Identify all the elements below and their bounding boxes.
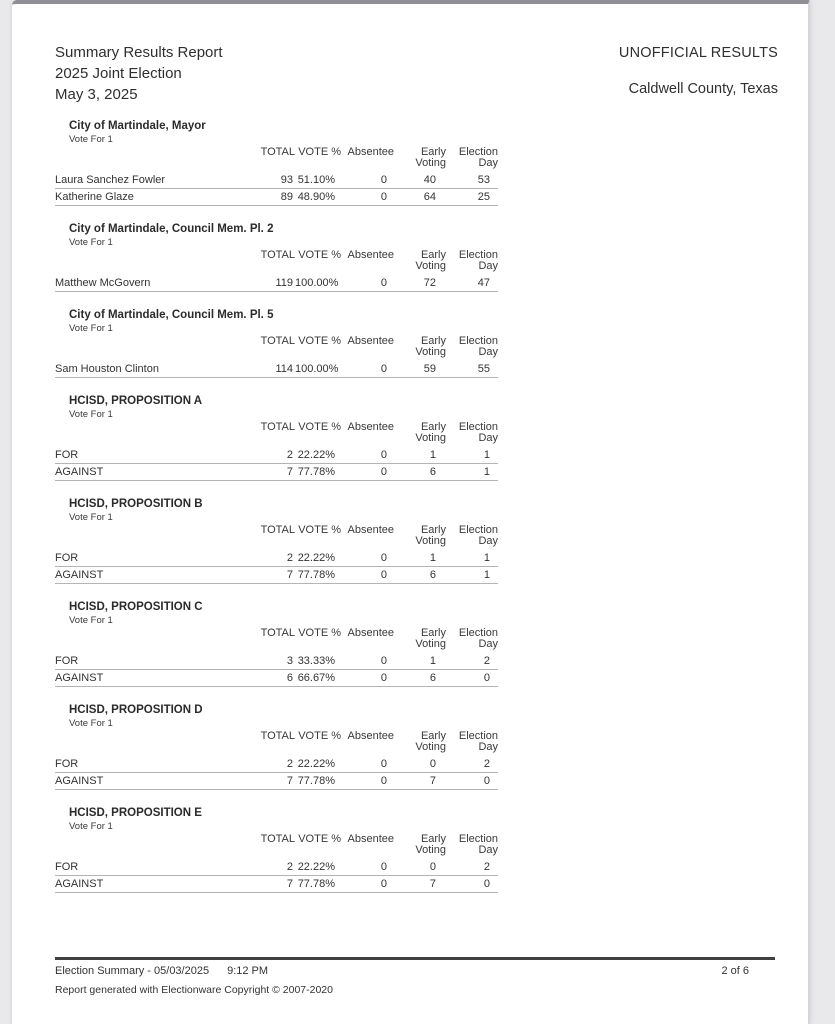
- table-header-row: [55, 422, 498, 447]
- vote-pct-cell: 51.10%: [295, 172, 341, 189]
- col-header-election-day: [446, 525, 498, 550]
- early-voting-cell: 59: [394, 361, 446, 378]
- contest-title: City of Martindale, Council Mem. Pl. 5: [69, 309, 274, 321]
- absentee-cell: 0: [341, 773, 394, 790]
- table-header-row: [55, 250, 498, 275]
- contest-title: City of Martindale, Council Mem. Pl. 2: [69, 223, 274, 235]
- col-header-election-day: [446, 731, 498, 756]
- col-header-blank: [55, 250, 245, 275]
- candidate-name-cell: AGAINST: [55, 876, 245, 893]
- candidate-name-cell: Matthew McGovern: [55, 275, 245, 292]
- contest-title: HCISD, PROPOSITION D: [69, 704, 203, 716]
- footer-row: [55, 965, 775, 977]
- table-row: [55, 172, 498, 189]
- col-header-early-voting: [394, 525, 446, 550]
- table-row: [55, 756, 498, 773]
- col-header-election-day: [446, 628, 498, 653]
- results-table-body: [55, 361, 498, 378]
- total-cell: 7: [245, 876, 295, 893]
- contest-section: [55, 309, 501, 378]
- col-header-total: TOTAL: [260, 627, 295, 639]
- vote-pct-cell: 33.33%: [295, 653, 341, 670]
- table-header-row: [55, 834, 498, 859]
- absentee-cell: 0: [341, 447, 394, 464]
- col-header-vote-pct: VOTE %: [298, 146, 341, 158]
- early-voting-cell: 72: [394, 275, 446, 292]
- election-day-label-line1: Election: [458, 524, 498, 536]
- election-day-cell: 2: [446, 756, 498, 773]
- early-voting-cell: 1: [394, 550, 446, 567]
- election-day-label-line1: Election: [458, 335, 498, 347]
- election-date: May 3, 2025: [55, 86, 138, 103]
- col-header-election-day: [446, 422, 498, 447]
- candidate-name-cell: AGAINST: [55, 464, 245, 481]
- results-table: [55, 147, 498, 206]
- contest-vote-for: Vote For 1: [69, 718, 113, 729]
- absentee-cell: 0: [341, 653, 394, 670]
- table-row: [55, 361, 498, 378]
- candidate-name-cell: AGAINST: [55, 670, 245, 687]
- table-row: [55, 773, 498, 790]
- footer-time: 9:12 PM: [227, 965, 269, 977]
- table-header-row: [55, 336, 498, 361]
- col-header-total: TOTAL: [260, 524, 295, 536]
- early-voting-cell: 40: [394, 172, 446, 189]
- col-header-early-voting: [394, 147, 446, 172]
- absentee-cell: 0: [341, 567, 394, 584]
- early-voting-cell: 7: [394, 876, 446, 893]
- election-day-cell: 1: [446, 464, 498, 481]
- election-day-cell: 1: [446, 447, 498, 464]
- total-cell: 93: [245, 172, 295, 189]
- election-day-label-line2: Day: [478, 157, 498, 169]
- report-footer: [55, 957, 775, 996]
- total-cell: 2: [245, 550, 295, 567]
- early-voting-label-line2: Voting: [415, 741, 446, 753]
- election-day-label-line1: Election: [458, 146, 498, 158]
- early-voting-label-line1: Early: [420, 421, 446, 433]
- col-header-blank: [55, 628, 245, 653]
- report-page: [12, 0, 810, 1024]
- early-voting-label-line1: Early: [420, 730, 446, 742]
- early-voting-label-line2: Voting: [415, 157, 446, 169]
- col-header-vote-pct: VOTE %: [298, 421, 341, 433]
- vote-pct-cell: 77.78%: [295, 464, 341, 481]
- vote-pct-cell: 100.00%: [295, 275, 341, 292]
- col-header-early-voting: [394, 422, 446, 447]
- table-row: [55, 653, 498, 670]
- results-table: [55, 525, 498, 584]
- col-header-absentee: Absentee: [347, 524, 394, 536]
- table-row: [55, 275, 498, 292]
- report-header: [12, 4, 808, 105]
- total-cell: 114: [245, 361, 295, 378]
- col-header-blank: [55, 147, 245, 172]
- absentee-cell: 0: [341, 670, 394, 687]
- col-header-absentee: Absentee: [347, 730, 394, 742]
- table-row: [55, 550, 498, 567]
- vote-pct-cell: 77.78%: [295, 567, 341, 584]
- col-header-absentee: Absentee: [347, 249, 394, 261]
- col-header-early-voting: [394, 628, 446, 653]
- vote-pct-cell: 100.00%: [295, 361, 341, 378]
- col-header-vote-pct: VOTE %: [298, 524, 341, 536]
- election-day-label-line1: Election: [458, 627, 498, 639]
- early-voting-cell: 1: [394, 653, 446, 670]
- table-header-row: [55, 731, 498, 756]
- early-voting-label-line2: Voting: [415, 535, 446, 547]
- early-voting-label-line1: Early: [420, 524, 446, 536]
- footer-generated-line: Report generated with Electionware Copyright © 2007-2020: [55, 984, 333, 996]
- results-table-body: [55, 550, 498, 584]
- early-voting-cell: 6: [394, 670, 446, 687]
- early-voting-label-line1: Early: [420, 335, 446, 347]
- col-header-absentee: Absentee: [347, 627, 394, 639]
- contest-vote-for: Vote For 1: [69, 512, 113, 523]
- absentee-cell: 0: [341, 172, 394, 189]
- election-day-label-line2: Day: [478, 741, 498, 753]
- page-number: 2 of 6: [721, 965, 749, 977]
- results-table-body: [55, 756, 498, 790]
- vote-pct-cell: 66.67%: [295, 670, 341, 687]
- results-table: [55, 336, 498, 378]
- results-table: [55, 731, 498, 790]
- election-day-cell: 25: [446, 189, 498, 206]
- contest-section: [55, 498, 501, 584]
- early-voting-label-line1: Early: [420, 249, 446, 261]
- early-voting-cell: 6: [394, 567, 446, 584]
- early-voting-cell: 0: [394, 756, 446, 773]
- vote-pct-cell: 22.22%: [295, 756, 341, 773]
- header-right-block: [619, 45, 778, 97]
- col-header-vote-pct: VOTE %: [298, 627, 341, 639]
- table-row: [55, 876, 498, 893]
- table-row: [55, 567, 498, 584]
- early-voting-label-line2: Voting: [415, 260, 446, 272]
- election-day-cell: 2: [446, 859, 498, 876]
- col-header-blank: [55, 834, 245, 859]
- early-voting-label-line2: Voting: [415, 638, 446, 650]
- col-header-early-voting: [394, 250, 446, 275]
- election-day-label-line2: Day: [478, 432, 498, 444]
- vote-pct-cell: 22.22%: [295, 447, 341, 464]
- total-cell: 119: [245, 275, 295, 292]
- election-day-label-line2: Day: [478, 535, 498, 547]
- col-header-total: TOTAL: [260, 833, 295, 845]
- total-cell: 7: [245, 464, 295, 481]
- candidate-name-cell: Sam Houston Clinton: [55, 361, 245, 378]
- candidate-name-cell: FOR: [55, 756, 245, 773]
- election-day-cell: 47: [446, 275, 498, 292]
- early-voting-cell: 6: [394, 464, 446, 481]
- election-day-cell: 1: [446, 550, 498, 567]
- election-day-cell: 0: [446, 773, 498, 790]
- col-header-blank: [55, 731, 245, 756]
- table-row: [55, 670, 498, 687]
- early-voting-label-line2: Voting: [415, 346, 446, 358]
- absentee-cell: 0: [341, 189, 394, 206]
- election-day-cell: 1: [446, 567, 498, 584]
- contest-vote-for: Vote For 1: [69, 323, 113, 334]
- results-table: [55, 628, 498, 687]
- col-header-absentee: Absentee: [347, 335, 394, 347]
- col-header-early-voting: [394, 731, 446, 756]
- election-day-label-line2: Day: [478, 638, 498, 650]
- table-header-row: [55, 147, 498, 172]
- contest-section: [55, 601, 501, 687]
- col-header-vote-pct: VOTE %: [298, 833, 341, 845]
- contest-title: City of Martindale, Mayor: [69, 120, 206, 132]
- absentee-cell: 0: [341, 756, 394, 773]
- contest-section: [55, 807, 501, 893]
- early-voting-label-line1: Early: [420, 833, 446, 845]
- results-table: [55, 422, 498, 481]
- early-voting-label-line2: Voting: [415, 432, 446, 444]
- col-header-total: TOTAL: [260, 249, 295, 261]
- col-header-absentee: Absentee: [347, 146, 394, 158]
- candidate-name-cell: Laura Sanchez Fowler: [55, 172, 245, 189]
- early-voting-cell: 1: [394, 447, 446, 464]
- early-voting-cell: 64: [394, 189, 446, 206]
- results-table: [55, 250, 498, 292]
- contest-section: [55, 395, 501, 481]
- election-day-cell: 55: [446, 361, 498, 378]
- candidate-name-cell: FOR: [55, 550, 245, 567]
- contest-section: [55, 704, 501, 790]
- election-day-cell: 2: [446, 653, 498, 670]
- col-header-election-day: [446, 250, 498, 275]
- absentee-cell: 0: [341, 361, 394, 378]
- election-day-cell: 0: [446, 876, 498, 893]
- results-table-body: [55, 859, 498, 893]
- total-cell: 2: [245, 447, 295, 464]
- col-header-total: TOTAL: [260, 335, 295, 347]
- table-header-row: [55, 628, 498, 653]
- early-voting-label-line1: Early: [420, 146, 446, 158]
- col-header-early-voting: [394, 336, 446, 361]
- col-header-election-day: [446, 834, 498, 859]
- col-header-election-day: [446, 147, 498, 172]
- table-row: [55, 189, 498, 206]
- col-header-total: TOTAL: [260, 730, 295, 742]
- results-table-body: [55, 447, 498, 481]
- col-header-total: TOTAL: [260, 146, 295, 158]
- table-row: [55, 859, 498, 876]
- col-header-early-voting: [394, 834, 446, 859]
- election-day-label-line1: Election: [458, 249, 498, 261]
- early-voting-cell: 0: [394, 859, 446, 876]
- col-header-absentee: Absentee: [347, 421, 394, 433]
- col-header-blank: [55, 422, 245, 447]
- vote-pct-cell: 77.78%: [295, 876, 341, 893]
- col-header-vote-pct: VOTE %: [298, 335, 341, 347]
- contest-title: HCISD, PROPOSITION A: [69, 395, 203, 407]
- unofficial-results-label: UNOFFICIAL RESULTS: [618, 45, 778, 61]
- absentee-cell: 0: [341, 550, 394, 567]
- total-cell: 7: [245, 567, 295, 584]
- total-cell: 2: [245, 756, 295, 773]
- col-header-absentee: Absentee: [347, 833, 394, 845]
- election-day-label-line2: Day: [478, 260, 498, 272]
- candidate-name-cell: FOR: [55, 859, 245, 876]
- county-label: Caldwell County, Texas: [628, 81, 778, 97]
- vote-pct-cell: 22.22%: [295, 859, 341, 876]
- absentee-cell: 0: [341, 876, 394, 893]
- results-table-body: [55, 653, 498, 687]
- early-voting-cell: 7: [394, 773, 446, 790]
- results-table: [55, 834, 498, 893]
- contest-section: [55, 223, 501, 292]
- election-day-cell: 0: [446, 670, 498, 687]
- col-header-total: TOTAL: [260, 421, 295, 433]
- contest-vote-for: Vote For 1: [69, 615, 113, 626]
- candidate-name-cell: FOR: [55, 653, 245, 670]
- election-day-label-line2: Day: [478, 844, 498, 856]
- candidate-name-cell: Katherine Glaze: [55, 189, 245, 206]
- vote-pct-cell: 77.78%: [295, 773, 341, 790]
- total-cell: 2: [245, 859, 295, 876]
- candidate-name-cell: AGAINST: [55, 773, 245, 790]
- contest-title: HCISD, PROPOSITION E: [69, 807, 202, 819]
- election-day-label-line2: Day: [478, 346, 498, 358]
- election-day-label-line1: Election: [458, 421, 498, 433]
- col-header-blank: [55, 336, 245, 361]
- footer-summary-label: Election Summary - 05/03/2025: [55, 965, 210, 977]
- election-day-cell: 53: [446, 172, 498, 189]
- candidate-name-cell: AGAINST: [55, 567, 245, 584]
- early-voting-label-line2: Voting: [415, 844, 446, 856]
- absentee-cell: 0: [341, 275, 394, 292]
- footer-rule: [55, 957, 775, 960]
- vote-pct-cell: 48.90%: [295, 189, 341, 206]
- col-header-vote-pct: VOTE %: [298, 249, 341, 261]
- col-header-blank: [55, 525, 245, 550]
- contest-vote-for: Vote For 1: [69, 237, 113, 248]
- absentee-cell: 0: [341, 464, 394, 481]
- results-table-body: [55, 275, 498, 292]
- total-cell: 6: [245, 670, 295, 687]
- col-header-election-day: [446, 336, 498, 361]
- election-day-label-line1: Election: [458, 833, 498, 845]
- contest-vote-for: Vote For 1: [69, 821, 113, 832]
- col-header-vote-pct: VOTE %: [298, 730, 341, 742]
- total-cell: 89: [245, 189, 295, 206]
- contest-title: HCISD, PROPOSITION B: [69, 498, 203, 510]
- vote-pct-cell: 22.22%: [295, 550, 341, 567]
- candidate-name-cell: FOR: [55, 447, 245, 464]
- contest-vote-for: Vote For 1: [69, 409, 113, 420]
- footer-summary-line: [55, 965, 268, 977]
- total-cell: 7: [245, 773, 295, 790]
- table-row: [55, 464, 498, 481]
- contest-vote-for: Vote For 1: [69, 134, 113, 145]
- absentee-cell: 0: [341, 859, 394, 876]
- results-table-body: [55, 172, 498, 206]
- election-day-label-line1: Election: [458, 730, 498, 742]
- contest-list: [55, 120, 501, 893]
- table-header-row: [55, 525, 498, 550]
- table-row: [55, 447, 498, 464]
- total-cell: 3: [245, 653, 295, 670]
- early-voting-label-line1: Early: [420, 627, 446, 639]
- contest-title: HCISD, PROPOSITION C: [69, 601, 203, 613]
- election-name: 2025 Joint Election: [55, 65, 182, 82]
- report-title: Summary Results Report: [55, 44, 223, 61]
- contest-section: [55, 120, 501, 206]
